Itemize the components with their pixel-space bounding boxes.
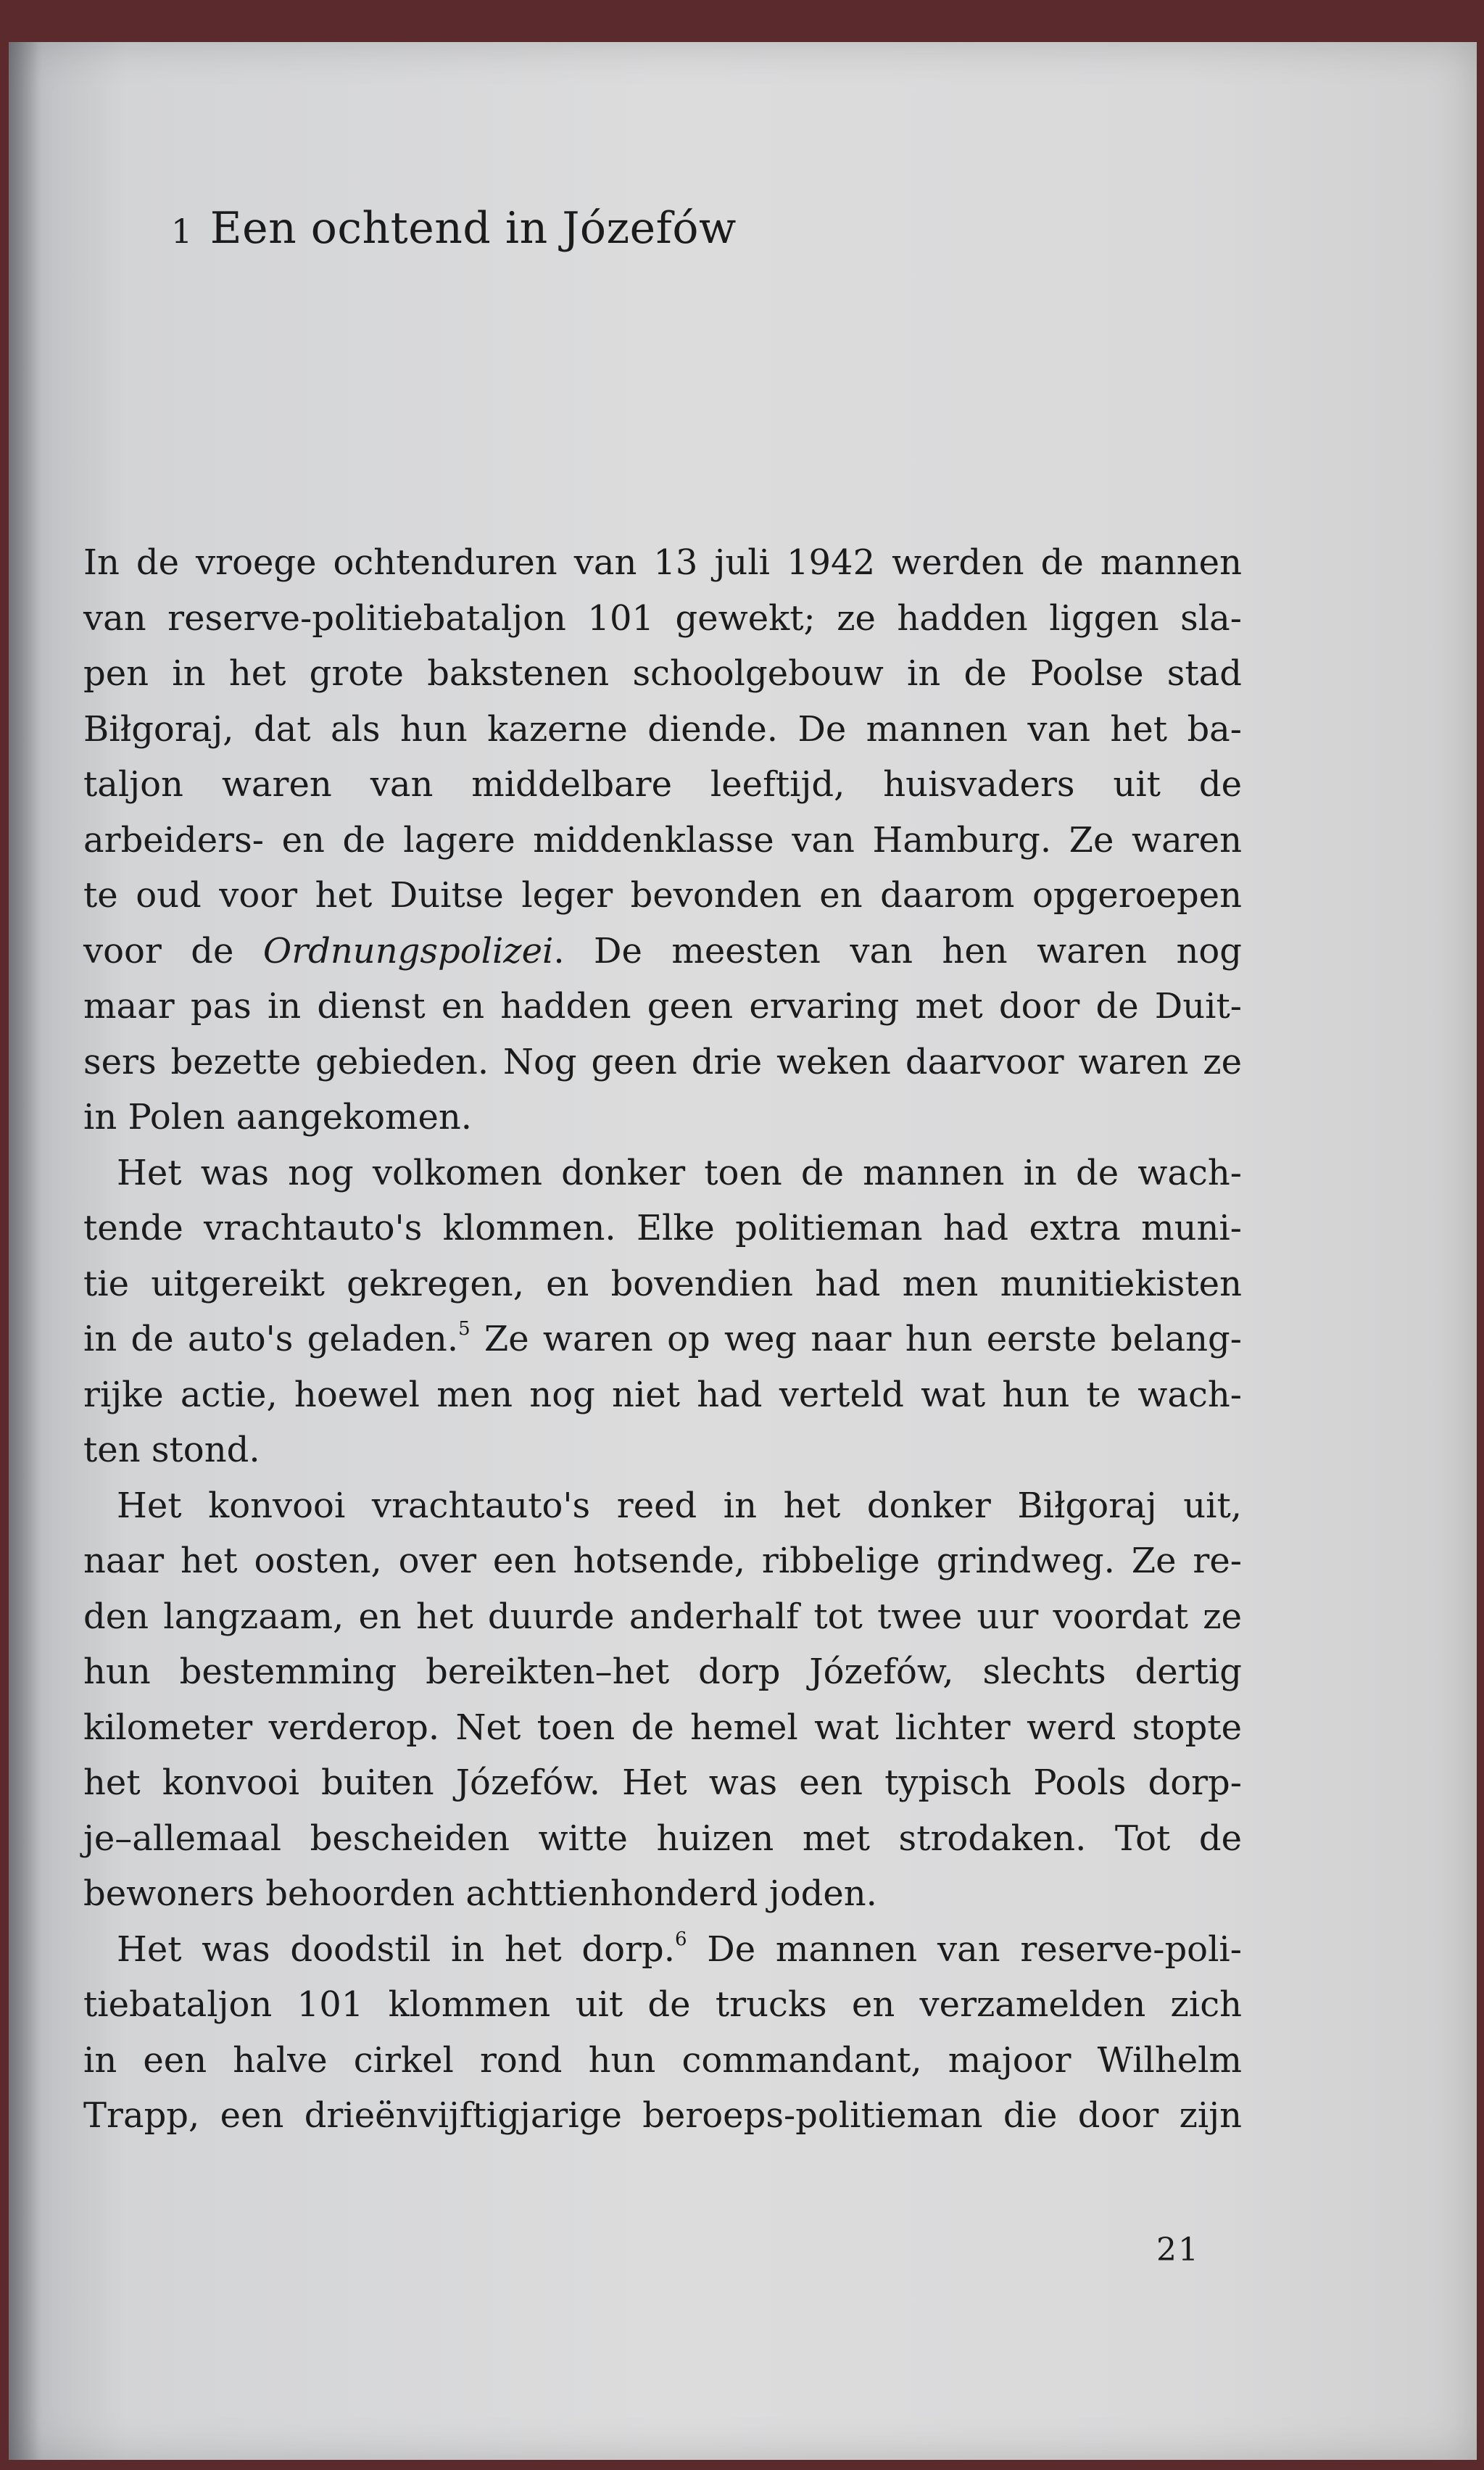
text-line: sers bezette gebieden. Nog geen drie weken daarvoor waren ze <box>83 1041 1242 1082</box>
text-line: Biłgoraj, dat als hun kazerne diende. De mannen van het ba- <box>83 708 1242 750</box>
text-line: je–allemaal bescheiden witte huizen met strodaken. Tot de <box>83 1818 1242 1859</box>
chapter-number: 1 <box>171 212 193 251</box>
text-line: ten stond. <box>83 1430 260 1470</box>
footnote-marker: 6 <box>674 1928 687 1950</box>
text-line <box>83 1922 1242 1978</box>
paragraph-3 <box>83 1478 1242 1922</box>
text-line: Het konvooi vrachtauto's reed in het donker Biłgoraj uit, <box>117 1485 1242 1526</box>
text-fragment: voor de <box>83 930 263 971</box>
text-line: pen in het grote bakstenen schoolgebouw in de Poolse stad <box>83 653 1242 694</box>
book-page <box>9 42 1477 2460</box>
text-line: tie uitgereikt gekregen, en bovendien had men munitiekisten <box>83 1263 1242 1304</box>
text-line: arbeiders- en de lagere middenklasse van Hamburg. Ze waren <box>83 819 1242 861</box>
text-line: het konvooi buiten Józefów. Het was een typisch Pools dorp- <box>83 1762 1242 1803</box>
italic-term: Ordnungspolizei <box>262 930 554 971</box>
text-line: tende vrachtauto's klommen. Elke politieman had extra muni- <box>83 1208 1242 1248</box>
text-line: maar pas in dienst en hadden geen ervaring met door de Duit- <box>83 986 1242 1027</box>
paragraph-1 <box>83 535 1242 1145</box>
chapter-title: Een ochtend in Józefów <box>210 203 737 254</box>
body-text <box>83 535 1242 2144</box>
text-line: den langzaam, en het duurde anderhalf tot twee uur voordat ze <box>83 1596 1242 1637</box>
text-line: hun bestemming bereikten–het dorp Józefów, slechts dertig <box>83 1651 1242 1692</box>
text-line: kilometer verderop. Net toen de hemel wat lichter werd stopte <box>83 1707 1242 1748</box>
text-line: in Polen aangekomen. <box>83 1097 473 1137</box>
paragraph-2 <box>83 1145 1242 1478</box>
spine-shadow <box>9 42 42 2460</box>
text-line <box>83 1311 1242 1367</box>
text-fragment: in de auto's geladen. <box>83 1319 459 1359</box>
text-line: naar het oosten, over een hotsende, ribbelige grindweg. Ze re- <box>83 1541 1242 1581</box>
text-fragment: De mannen van reserve-poli- <box>687 1928 1243 1970</box>
text-line: rijke actie, hoewel men nog niet had verteld wat hun te wach- <box>83 1374 1242 1415</box>
page-number: 21 <box>1156 2231 1200 2268</box>
text-fragment: Ze waren op weg naar hun eerste belang- <box>470 1319 1243 1359</box>
text-line: In de vroege ochtenduren van 13 juli 1942 werden de mannen <box>83 542 1242 583</box>
text-line: te oud voor het Duitse leger bevonden en daarom opgeroepen <box>83 875 1242 916</box>
footnote-marker: 5 <box>458 1318 471 1340</box>
text-line <box>83 924 1242 979</box>
text-fragment: Het was doodstil in het dorp. <box>117 1928 675 1970</box>
text-line: Het was nog volkomen donker toen de mannen in de wach- <box>117 1152 1242 1193</box>
text-line: taljon waren van middelbare leeftijd, huisvaders uit de <box>83 764 1242 805</box>
text-fragment: . De meesten van hen waren nog <box>553 930 1242 971</box>
paragraph-4 <box>83 1922 1242 2144</box>
text-line: bewoners behoorden achttienhonderd joden. <box>83 1873 877 1914</box>
text-line: tiebataljon 101 klommen uit de trucks en verzamelden zich <box>83 1984 1242 2025</box>
text-line: Trapp, een drieënvijftigjarige beroeps-politieman die door zijn <box>83 2095 1242 2136</box>
text-line: in een halve cirkel rond hun commandant, majoor Wilhelm <box>83 2039 1242 2081</box>
text-line: van reserve-politiebataljon 101 gewekt; ze hadden liggen sla- <box>83 597 1242 639</box>
chapter-heading <box>171 203 737 254</box>
